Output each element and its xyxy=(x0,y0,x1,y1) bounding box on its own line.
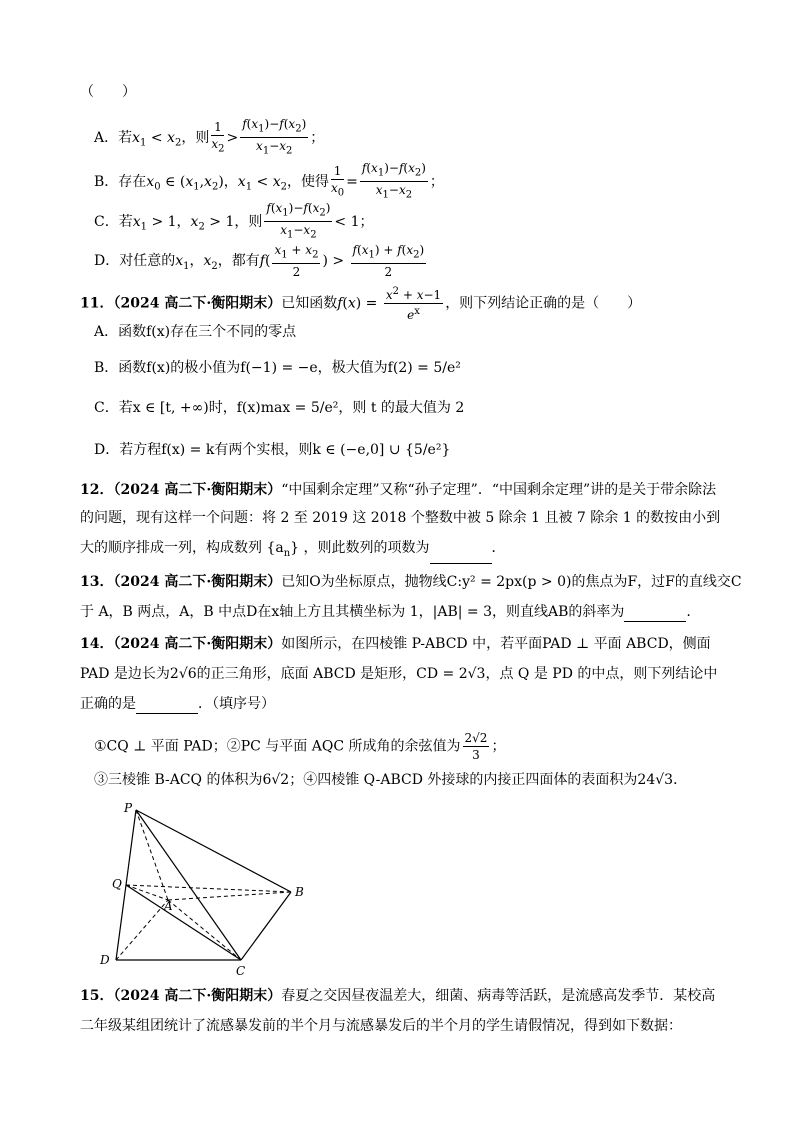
q14-statements-2: ③三棱锥 B-ACQ 的体积为6√2；④四棱锥 Q-ABCD 外接球的内接正四面体的表面积为24√3． xyxy=(94,772,688,788)
q12-line2: 的问题，现有这样一个问题：将 2 至 2019 这 2018 个整数中被 5 除余 1 且被 7 除余 1 的数按由小到 xyxy=(80,510,721,526)
q12-line1: 12．（2024 高二下·衡阳期末）“中国剩余定理”又称“孙子定理”．“中国剩余定理”讲的是关于带余除法 xyxy=(80,482,717,498)
label-b: B xyxy=(295,885,304,899)
q15-line1: 15．（2024 高二下·衡阳期末）春夏之交因昼夜温差大，细菌、病毒等活跃，是流感高发季节．某校高 xyxy=(80,988,716,1004)
q12-answer-blank[interactable] xyxy=(430,549,492,564)
q14-statements-1: ①CQ ⊥ 平面 PAD；②PC 与平面 AQC 所成角的余弦值为 $\frac{2√2}{3}$ ； xyxy=(94,731,506,762)
q10-option-b: B．存在$x_0$ ∈ $(x_1,x_2)$，$x_1 < x_2$，使得 $\frac{1}{x_0}$ = $\frac{f(x_1)-f(x_2)}{x_1-x_2}$ ； xyxy=(94,161,444,201)
q13-line2: 于 A，B 两点，A，B 中点D在x轴上方且其横坐标为 1，|AB| = 3，则直线AB的斜率为 . xyxy=(80,604,691,620)
pyramid-figure xyxy=(96,800,316,980)
label-d: D xyxy=(100,953,110,967)
q11-stem: 11．（2024 高二下·衡阳期末）已知函数f(x) = $\frac{x^2 + x-1}{e^x}$ ，则下列结论正确的是（ ） xyxy=(80,286,642,322)
q10-option-d: D．对任意的$x_1$，$x_2$，都有f( $\frac{x_1 + x_2}{2}$ ) > $\frac{f(x_1) + f(x_2)}{2}$ xyxy=(94,243,425,280)
q14-line2: PAD 是边长为2√6的正三角形，底面 ABCD 是矩形，CD = 2√3，点 Q 是 PD 的中点，则下列结论中 xyxy=(80,666,718,682)
q14-answer-blank[interactable] xyxy=(136,699,198,714)
q13-answer-blank[interactable] xyxy=(624,607,686,622)
label-q: Q xyxy=(112,877,122,891)
label-c: C xyxy=(236,964,246,978)
q10-paren: （ ） xyxy=(80,84,136,100)
q11-option-d: D．若方程f(x) = k有两个实根，则k ∈ (−e,0] ∪ {5/e²} xyxy=(94,442,451,458)
label-p: P xyxy=(124,801,133,815)
q11-option-c: C．若x ∈ [t, +∞)时，f(x)max = 5/e²，则 t 的最大值为 2 xyxy=(94,400,465,416)
q12-line3: 大的顺序排成一列，构成数列 $\{a_n\}$ ，则此数列的项数为 ． xyxy=(80,538,506,564)
q11-option-a: A．函数f(x)存在三个不同的零点 xyxy=(94,324,297,340)
q15-line2: 二年级某组团统计了流感暴发前的半个月与流感暴发后的半个月的学生请假情况，得到如下数据： xyxy=(80,1018,682,1034)
q10-option-a: A．若$x_1 < x_2$，则 $\frac{1}{x_2}$ > $\frac{f(x_1)-f(x_2)}{x_1-x_2}$ ； xyxy=(94,117,325,157)
q14-line1: 14．（2024 高二下·衡阳期末）如图所示，在四棱锥 P-ABCD 中，若平面PAD ⊥ 平面 ABCD，侧面 xyxy=(80,636,711,652)
q11-option-b: B．函数f(x)的极小值为f(−1) = −e，极大值为f(2) = 5/e² xyxy=(94,360,461,376)
q10-option-c: C．若$x_1 > 1$，$x_2 > 1$，则 $\frac{f(x_1)-f(x_2)}{x_1-x_2}$ < 1； xyxy=(94,201,374,241)
q14-line3: 正确的是 ．（填序号） xyxy=(80,696,275,712)
label-a: A xyxy=(164,899,173,913)
q13-line1: 13．（2024 高二下·衡阳期末）已知O为坐标原点，抛物线C:y² = 2px(p > 0)的焦点为F，过F的直线交C xyxy=(80,574,742,590)
